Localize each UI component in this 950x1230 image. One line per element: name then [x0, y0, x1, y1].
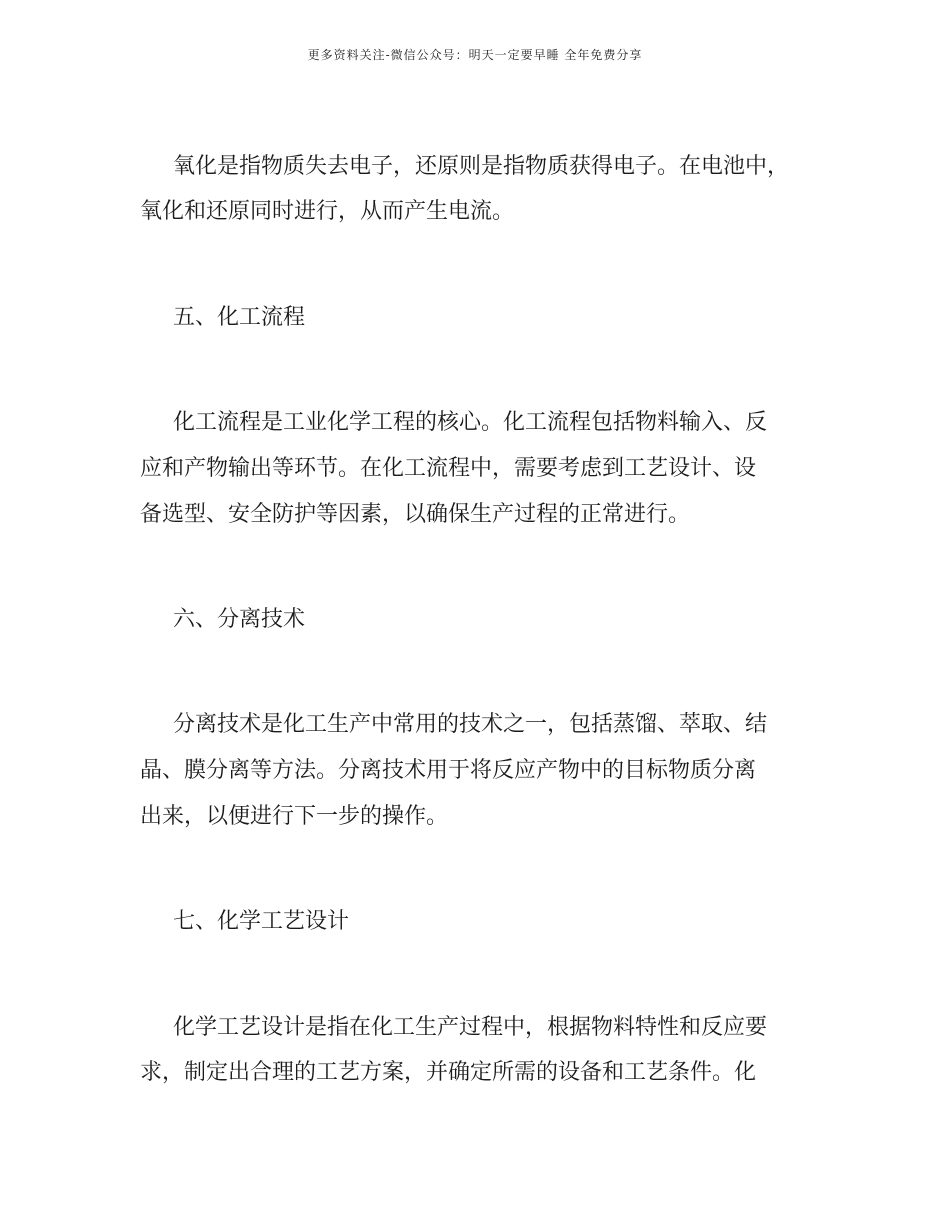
paragraph-line: 应和产物输出等环节。在化工流程中，需要考虑到工艺设计、设: [140, 456, 757, 481]
paragraph-line: 化工流程是工业化学工程的核心。化工流程包括物料输入、反: [173, 410, 768, 435]
section-heading: 七、化学工艺设计: [173, 909, 350, 934]
paragraph-line: 化学工艺设计是指在化工生产过程中，根据物料特性和反应要: [173, 1015, 768, 1040]
paragraph-line: 求，制定出合理的工艺方案，并确定所需的设备和工艺条件。化: [140, 1060, 757, 1085]
page-header: 更多资料关注-微信公众号：明天一定要早睡 全年免费分享: [307, 48, 643, 62]
paragraph-line: 分离技术是化工生产中常用的技术之一，包括蒸馏、萃取、结: [173, 712, 768, 737]
paragraph-line: 氧化是指物质失去电子，还原则是指物质获得电子。在电池中，: [173, 154, 790, 179]
paragraph-line: 晶、膜分离等方法。分离技术用于将反应产物中的目标物质分离: [140, 758, 757, 783]
paragraph-line: 氧化和还原同时进行，从而产生电流。: [140, 199, 515, 224]
section-heading: 六、分离技术: [173, 607, 306, 632]
section-heading: 五、化工流程: [173, 305, 306, 330]
paragraph-line: 出来，以便进行下一步的操作。: [140, 804, 449, 829]
paragraph-line: 备选型、安全防护等因素，以确保生产过程的正常进行。: [140, 502, 691, 527]
